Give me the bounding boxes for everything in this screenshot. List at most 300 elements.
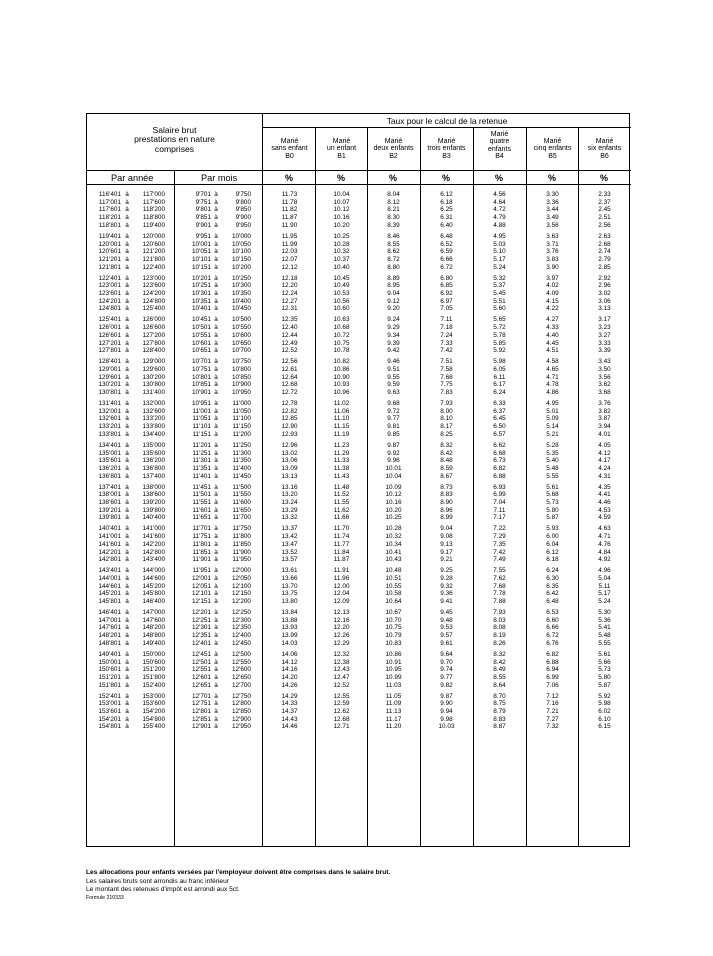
rate-cell-b4: 7.11 [493, 506, 506, 514]
rate-cell-b4: 4.88 [493, 221, 506, 229]
rate-cell-b6: 3.23 [598, 324, 611, 332]
rate-cell-b5: 6.30 [546, 574, 559, 582]
year-to: 117'000 [142, 191, 165, 198]
rate-cell-b5: 6.94 [546, 666, 559, 674]
range-separator: à [214, 639, 218, 647]
rate-cell-b3: 7.58 [440, 365, 453, 373]
year-from: 137'401 [98, 483, 121, 491]
range-separator: à [214, 248, 218, 256]
rate-cell-b5: 4.22 [546, 305, 559, 313]
rate-cell-b1: 11.02 [333, 400, 350, 407]
range-separator: à [125, 506, 129, 514]
rate-cell-b5: 6.24 [546, 567, 559, 575]
rate-cell-b0: 14.33 [281, 700, 298, 708]
year-from: 150'001 [98, 658, 121, 666]
range-separator: à [125, 609, 129, 616]
month-from: 9'851 [195, 214, 211, 222]
rate-cell-b1: 10.86 [333, 365, 350, 373]
year-from: 125'401 [98, 316, 121, 324]
year-from: 145'801 [98, 598, 121, 605]
range-separator: à [214, 206, 218, 214]
rate-cell-b1: 10.93 [333, 381, 350, 389]
rate-cell-b5: 4.86 [546, 389, 559, 396]
rate-cell-b2: 9.24 [387, 316, 400, 324]
rate-cell-b0: 14.16 [281, 666, 298, 674]
range-separator: à [214, 590, 218, 598]
month-from: 12'751 [192, 700, 211, 708]
table-row [87, 598, 631, 606]
month-to: 12'250 [232, 609, 251, 616]
year-from: 119'401 [98, 232, 121, 240]
rate-cell-b6: 5.41 [598, 624, 611, 632]
month-to: 11'200 [232, 430, 251, 438]
rate-cell-b2: 9.87 [387, 441, 400, 449]
rate-cell-b1: 10.63 [333, 316, 350, 324]
year-to: 130'800 [142, 381, 165, 389]
rate-cell-b5: 6.82 [546, 650, 559, 658]
rate-column-header-line: Marié [595, 138, 614, 145]
range-separator: à [125, 692, 129, 700]
year-to: 126'600 [142, 324, 165, 332]
rate-cell-b3: 7.11 [440, 316, 453, 324]
rate-cell-b5: 7.21 [546, 708, 559, 715]
range-separator: à [214, 540, 218, 548]
range-separator: à [125, 191, 129, 198]
year-from: 146'401 [98, 609, 121, 616]
year-from: 130'201 [98, 381, 121, 389]
range-separator: à [214, 415, 218, 423]
rate-cell-b2: 10.41 [385, 548, 402, 556]
header-rule [87, 170, 631, 171]
year-to: 154'800 [142, 715, 165, 723]
year-to: 124'200 [142, 290, 165, 297]
year-from: 126'001 [98, 324, 121, 332]
range-separator: à [125, 723, 129, 731]
rate-cell-b0: 13.88 [281, 616, 298, 624]
rate-cell-b3: 9.21 [440, 556, 453, 564]
year-from: 132'601 [98, 415, 121, 423]
rate-cell-b1: 11.87 [333, 556, 350, 564]
year-to: 130'200 [142, 373, 165, 381]
range-separator: à [214, 472, 218, 480]
rate-cell-b1: 11.29 [333, 449, 350, 457]
range-separator: à [214, 381, 218, 389]
rate-cell-b5: 6.99 [546, 673, 559, 681]
rate-cell-b4: 6.57 [493, 430, 506, 438]
rate-cell-b3: 7.24 [440, 331, 453, 339]
rate-column-header-line: Marié [384, 138, 403, 145]
month-from: 12'401 [192, 639, 211, 647]
rate-cell-b4: 6.11 [493, 373, 506, 381]
rate-cell-b3: 9.98 [440, 715, 453, 723]
range-separator: à [214, 556, 218, 564]
rate-cell-b0: 13.06 [281, 457, 298, 465]
range-separator: à [214, 232, 218, 240]
rate-cell-b3: 7.83 [440, 389, 453, 396]
month-from: 10'901 [192, 389, 211, 396]
range-separator: à [125, 240, 129, 248]
month-to: 10'000 [232, 232, 251, 240]
rate-cell-b6: 2.63 [598, 232, 611, 240]
rate-cell-b6: 5.30 [598, 609, 611, 616]
month-from: 10'651 [192, 347, 211, 355]
month-to: 11'700 [232, 514, 251, 522]
rate-cell-b0: 13.16 [281, 483, 298, 491]
rate-cell-b1: 11.70 [333, 525, 350, 533]
year-to: 118'800 [142, 214, 165, 222]
year-to: 148'800 [142, 632, 165, 640]
month-from: 12'051 [192, 582, 211, 590]
rate-cell-b3: 9.04 [440, 525, 453, 533]
rate-cell-b2: 10.01 [385, 464, 402, 472]
rate-cell-b3: 8.10 [440, 415, 453, 423]
rate-cell-b5: 3.49 [546, 214, 559, 222]
range-separator: à [214, 609, 218, 616]
month-to: 10'300 [232, 282, 251, 290]
month-from: 11'001 [192, 407, 211, 415]
rate-cell-b2: 10.51 [385, 574, 402, 582]
rate-cell-b1: 12.68 [333, 715, 350, 723]
rate-cell-b3: 6.40 [440, 221, 453, 229]
month-from: 10'801 [192, 373, 211, 381]
range-separator: à [125, 282, 129, 290]
rate-cell-b4: 5.24 [493, 263, 506, 271]
year-to: 133'200 [142, 415, 165, 423]
range-separator: à [125, 331, 129, 339]
rate-cell-b6: 4.63 [598, 525, 611, 533]
rate-cell-b4: 7.62 [493, 574, 506, 582]
month-to: 12'850 [232, 708, 251, 715]
year-from: 124'801 [98, 305, 121, 313]
month-to: 10'450 [232, 305, 251, 313]
percent-unit: % [336, 173, 345, 183]
rate-column-header-line: Marié [280, 138, 299, 145]
month-from: 9'801 [195, 206, 211, 214]
month-to: 11'400 [232, 464, 251, 472]
rate-cell-b4: 6.99 [493, 491, 506, 499]
range-separator: à [125, 423, 129, 431]
rate-cell-b2: 10.75 [385, 624, 402, 632]
rate-cell-b3: 9.48 [440, 616, 453, 624]
year-to: 123'000 [142, 274, 165, 282]
rate-column-header [526, 138, 579, 160]
range-separator: à [214, 616, 218, 624]
month-to: 11'650 [232, 506, 251, 514]
rate-cell-b4: 8.19 [493, 632, 506, 640]
month-from: 9'751 [195, 198, 211, 206]
rate-cell-b0: 13.61 [281, 567, 298, 575]
month-to: 11'900 [232, 548, 251, 556]
rate-cell-b1: 12.32 [333, 650, 350, 658]
rate-cell-b1: 10.72 [333, 331, 350, 339]
rate-cell-b0: 11.82 [281, 206, 298, 214]
rate-cell-b3: 7.93 [440, 400, 453, 407]
salary-title-line: prestations en nature [134, 134, 215, 145]
rate-cell-b1: 11.15 [333, 423, 350, 431]
rate-cell-b0: 13.99 [281, 632, 298, 640]
rate-cell-b3: 6.25 [440, 206, 453, 214]
range-separator: à [125, 548, 129, 556]
rate-column-header-line: trois enfants [427, 145, 466, 153]
month-from: 11'951 [192, 567, 211, 575]
month-to: 10'900 [232, 381, 251, 389]
range-separator: à [125, 407, 129, 415]
year-to: 136'800 [142, 464, 165, 472]
percent-unit: % [388, 173, 397, 183]
month-from: 10'251 [192, 282, 211, 290]
rate-cell-b5: 4.95 [546, 400, 559, 407]
year-from: 127'801 [98, 347, 121, 355]
rate-cell-b0: 14.43 [281, 715, 298, 723]
rate-cell-b6: 4.92 [598, 556, 611, 564]
rate-cell-b2: 9.55 [387, 373, 400, 381]
range-separator: à [125, 540, 129, 548]
salary-title-line: comprises [154, 143, 195, 154]
range-separator: à [125, 373, 129, 381]
rate-cell-b4: 5.10 [493, 248, 506, 256]
rate-cell-b1: 12.43 [333, 666, 350, 674]
rate-cell-b2: 10.86 [385, 650, 402, 658]
month-to: 11'350 [232, 457, 251, 465]
rate-cell-b4: 7.93 [493, 609, 506, 616]
rate-cell-b1: 11.10 [333, 415, 350, 423]
rate-cell-b2: 10.16 [385, 499, 402, 506]
range-separator: à [125, 464, 129, 472]
month-to: 11'150 [232, 423, 251, 431]
tax-rate-table [86, 113, 630, 847]
year-to: 117'600 [142, 198, 165, 206]
rate-cell-b4: 8.79 [493, 708, 506, 715]
month-to: 11'600 [232, 499, 251, 506]
range-separator: à [214, 598, 218, 605]
month-to: 11'800 [232, 533, 251, 541]
range-separator: à [125, 567, 129, 575]
range-separator: à [214, 423, 218, 431]
rate-cell-b1: 11.38 [333, 464, 350, 472]
year-from: 121'801 [98, 263, 121, 271]
rate-cell-b0: 12.40 [281, 324, 298, 332]
rate-cell-b3: 8.83 [440, 491, 453, 499]
year-from: 124'201 [98, 297, 121, 305]
year-from: 135'001 [98, 449, 121, 457]
rate-cell-b4: 5.72 [493, 324, 506, 332]
rate-cell-b5: 7.06 [546, 681, 559, 689]
month-from: 11'751 [192, 533, 211, 541]
rate-cell-b1: 10.60 [333, 305, 350, 313]
range-separator: à [125, 316, 129, 324]
rate-cell-b3: 9.90 [440, 700, 453, 708]
rate-cell-b2: 9.51 [387, 365, 400, 373]
year-from: 138'001 [98, 491, 121, 499]
year-to: 139'200 [142, 499, 165, 506]
rate-cell-b5: 3.56 [546, 221, 559, 229]
month-to: 11'100 [232, 415, 251, 423]
rate-column-header-line: B1 [337, 152, 346, 160]
year-from: 148'801 [98, 639, 121, 647]
rate-cell-b4: 7.55 [493, 567, 506, 575]
year-to: 119'400 [142, 221, 165, 229]
range-separator: à [125, 491, 129, 499]
rate-cell-b1: 12.52 [333, 681, 350, 689]
year-from: 139'801 [98, 514, 121, 522]
rate-cell-b6: 5.87 [598, 681, 611, 689]
rate-cell-b3: 9.32 [440, 582, 453, 590]
table-row [87, 514, 631, 522]
rate-cell-b6: 2.45 [598, 206, 611, 214]
rate-cell-b5: 4.40 [546, 331, 559, 339]
range-separator: à [125, 639, 129, 647]
rate-cell-b3: 6.59 [440, 248, 453, 256]
year-from: 133'801 [98, 430, 121, 438]
rate-cell-b4: 6.82 [493, 464, 506, 472]
year-from: 144'001 [98, 574, 121, 582]
month-from: 10'451 [192, 316, 211, 324]
range-separator: à [125, 681, 129, 689]
year-from: 122'401 [98, 274, 121, 282]
rate-cell-b2: 10.32 [385, 533, 402, 541]
rate-cell-b2: 9.42 [387, 347, 400, 355]
range-separator: à [125, 525, 129, 533]
rate-cell-b3: 8.96 [440, 506, 453, 514]
rate-cell-b5: 3.90 [546, 263, 559, 271]
rate-cell-b6: 3.27 [598, 331, 611, 339]
rate-cell-b6: 4.46 [598, 499, 611, 506]
range-separator: à [125, 658, 129, 666]
rate-cell-b5: 4.27 [546, 316, 559, 324]
month-to: 10'150 [232, 255, 251, 263]
table-row [87, 682, 631, 690]
rate-cell-b2: 10.20 [385, 506, 402, 514]
range-separator: à [214, 548, 218, 556]
rate-cell-b6: 3.68 [598, 389, 611, 396]
rate-column-header-line: six enfants [587, 145, 622, 153]
range-separator: à [125, 206, 129, 214]
rate-cell-b0: 13.20 [281, 491, 298, 499]
rate-cell-b4: 7.88 [493, 598, 506, 605]
month-from: 12'601 [192, 673, 211, 681]
year-from: 128'401 [98, 358, 121, 366]
rate-cell-b5: 6.00 [546, 533, 559, 541]
rate-cell-b4: 6.37 [493, 407, 506, 415]
rate-cell-b2: 9.92 [387, 449, 400, 457]
month-from: 12'301 [192, 624, 211, 632]
rate-cell-b4: 4.64 [493, 198, 506, 206]
rate-cell-b2: 8.95 [387, 282, 400, 290]
rate-cell-b0: 13.13 [281, 472, 298, 480]
rate-cell-b5: 5.28 [546, 441, 559, 449]
rate-cell-b4: 5.65 [493, 316, 506, 324]
rate-cell-b2: 8.12 [387, 198, 400, 206]
month-from: 12'001 [192, 574, 211, 582]
rate-cell-b4: 6.50 [493, 423, 506, 431]
rate-cell-b1: 10.75 [333, 339, 350, 347]
rate-cell-b0: 12.03 [281, 248, 298, 256]
rate-cell-b0: 11.78 [281, 198, 298, 206]
rate-cell-b5: 4.78 [546, 381, 559, 389]
month-to: 9'950 [235, 221, 251, 229]
range-separator: à [125, 582, 129, 590]
rate-cell-b1: 11.74 [333, 533, 350, 541]
rate-cell-b1: 10.16 [333, 214, 350, 222]
range-separator: à [214, 574, 218, 582]
rate-cell-b4: 7.68 [493, 582, 506, 590]
month-to: 10'700 [232, 347, 251, 355]
rate-cell-b6: 4.12 [598, 449, 611, 457]
rate-cell-b4: 4.56 [493, 191, 506, 198]
range-separator: à [125, 514, 129, 522]
rate-cell-b5: 5.21 [546, 430, 559, 438]
range-separator: à [125, 389, 129, 396]
rate-cell-b3: 8.48 [440, 457, 453, 465]
range-separator: à [125, 533, 129, 541]
month-from: 9'951 [195, 232, 211, 240]
year-from: 131'401 [98, 400, 121, 407]
month-to: 12'900 [232, 715, 251, 723]
rate-cell-b0: 14.12 [281, 658, 298, 666]
rate-cell-b3: 9.45 [440, 609, 453, 616]
rate-cell-b6: 3.62 [598, 381, 611, 389]
rate-cell-b4: 6.73 [493, 457, 506, 465]
rate-cell-b1: 10.82 [333, 358, 350, 366]
year-from: 117'601 [98, 206, 121, 214]
rate-cell-b1: 12.09 [333, 598, 350, 605]
rate-cell-b2: 9.20 [387, 305, 400, 313]
rate-cell-b1: 10.40 [333, 263, 350, 271]
rate-cell-b0: 13.24 [281, 499, 298, 506]
rate-cell-b4: 5.17 [493, 255, 506, 263]
rate-cell-b1: 11.84 [333, 548, 350, 556]
rate-column-header-line: Marié [332, 138, 351, 145]
range-separator: à [125, 556, 129, 564]
year-from: 140'401 [98, 525, 121, 533]
rate-cell-b3: 9.74 [440, 666, 453, 674]
range-separator: à [214, 650, 218, 658]
rate-cell-b1: 10.04 [333, 191, 350, 198]
year-to: 150'600 [142, 658, 165, 666]
year-to: 127'200 [142, 331, 165, 339]
month-from: 10'851 [192, 381, 211, 389]
rate-cell-b5: 6.04 [546, 540, 559, 548]
rate-cell-b1: 12.47 [333, 673, 350, 681]
month-to: 12'600 [232, 666, 251, 674]
rate-cell-b6: 6.15 [598, 723, 611, 731]
rate-cell-b4: 8.64 [493, 681, 506, 689]
year-from: 149'401 [98, 650, 121, 658]
month-to: 12'750 [232, 692, 251, 700]
month-to: 10'550 [232, 324, 251, 332]
rate-cell-b0: 12.61 [281, 365, 298, 373]
rate-cell-b3: 8.25 [440, 430, 453, 438]
rate-cell-b6: 3.56 [598, 373, 611, 381]
year-from: 154'201 [98, 715, 121, 723]
rate-cell-b3: 8.90 [440, 499, 453, 506]
year-from: 153'601 [98, 708, 121, 715]
rate-cell-b2: 9.63 [387, 389, 400, 396]
month-to: 10'350 [232, 290, 251, 297]
rate-cell-b5: 6.66 [546, 624, 559, 632]
month-from: 10'551 [192, 331, 211, 339]
range-separator: à [214, 673, 218, 681]
rate-cell-b0: 12.49 [281, 339, 298, 347]
rate-cell-b0: 13.09 [281, 464, 298, 472]
month-from: 10'001 [192, 240, 211, 248]
rate-cell-b2: 8.89 [387, 274, 400, 282]
percent-unit: % [547, 173, 556, 183]
rate-cell-b6: 3.50 [598, 365, 611, 373]
rate-cell-b3: 9.36 [440, 590, 453, 598]
year-to: 142'800 [142, 548, 165, 556]
rate-cell-b6: 2.51 [598, 214, 611, 222]
